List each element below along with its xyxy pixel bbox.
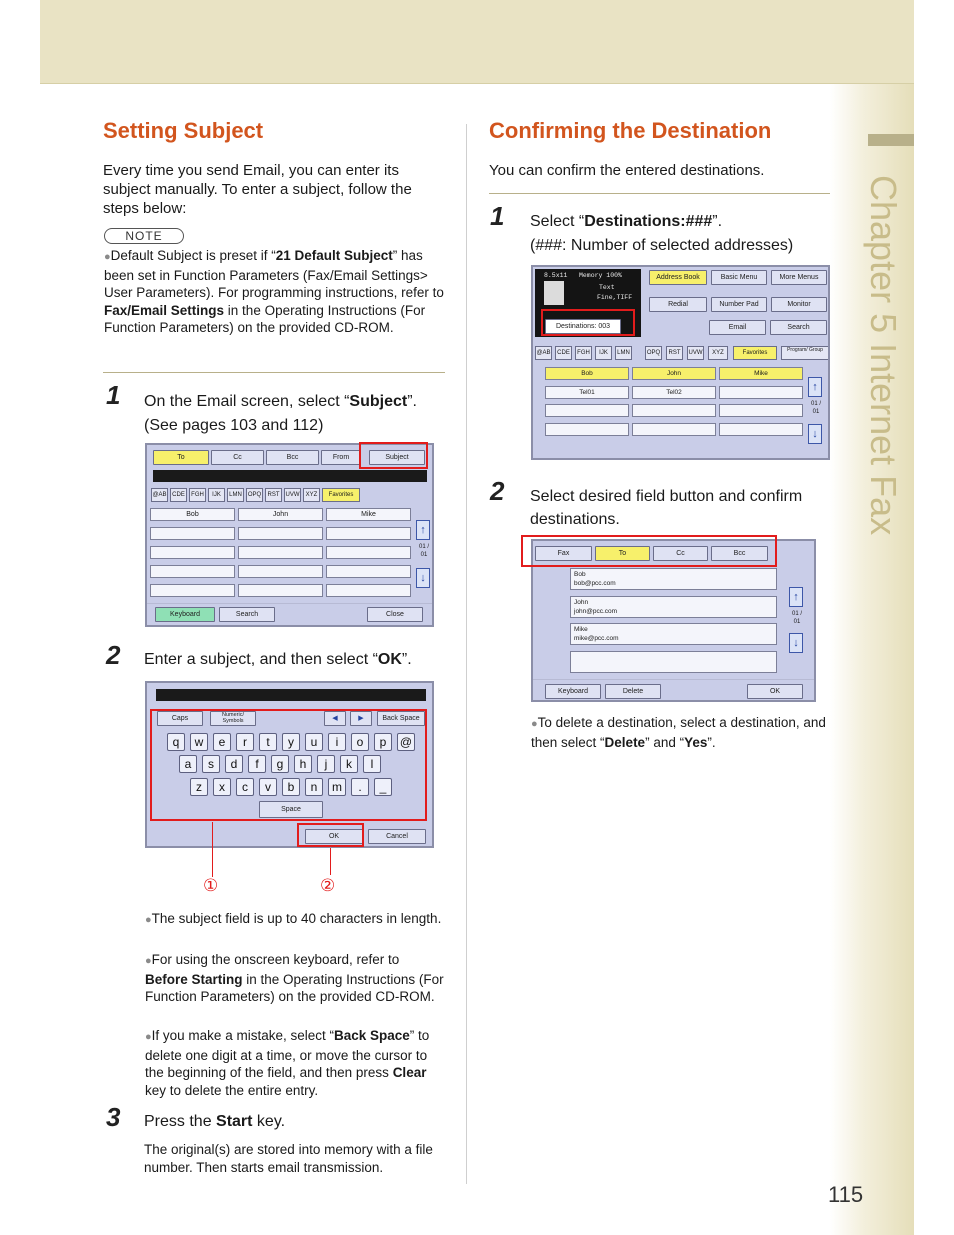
divider (103, 372, 445, 373)
email-button[interactable]: Email (709, 320, 766, 335)
key-f[interactable]: f (248, 755, 266, 773)
step-3-description: The original(s) are stored into memory with a file number. Then starts email transmission. (144, 1142, 433, 1175)
bullet-subject-length: ●The subject field is up to 40 characters in length. (145, 911, 442, 926)
key-n[interactable]: n (305, 778, 323, 796)
address-entry[interactable] (632, 423, 716, 436)
note-text: ●Default Subject is preset if “21 Default Subject” has been set in Function Parameters (Fax/Email Settings> User Parameters). For programming instructions, refer to Fax/Email Settings in the Operating Instructions (For Function Parameters) on the provided CD-ROM. (104, 248, 444, 335)
key-w[interactable]: w (190, 733, 208, 751)
address-entry-bob[interactable]: Bob (545, 367, 629, 380)
key-t[interactable]: t (259, 733, 277, 751)
key-a[interactable]: a (179, 755, 197, 773)
separator (147, 603, 434, 604)
scroll-up-icon[interactable]: ↑ (808, 377, 822, 397)
key-period[interactable]: . (351, 778, 369, 796)
address-entry[interactable] (326, 565, 411, 578)
numeric-symbols-button[interactable]: Numeric/ Symbols (210, 711, 256, 726)
key-l[interactable]: l (363, 755, 381, 773)
keyboard-button[interactable]: Keyboard (545, 684, 601, 699)
header-band (40, 0, 914, 84)
address-entry[interactable] (326, 546, 411, 559)
chapter-tab-marker (868, 134, 914, 146)
address-entry[interactable] (719, 404, 803, 417)
step-number-2: 2 (106, 640, 121, 670)
key-i[interactable]: i (328, 733, 346, 751)
address-entry[interactable] (238, 565, 323, 578)
tab-cde[interactable]: CDE (555, 346, 572, 360)
address-entry[interactable] (150, 565, 235, 578)
tab-xyz[interactable]: XYZ (708, 346, 728, 360)
right-step-1-text: Select “Destinations:###”. (###: Number of selected addresses) (530, 213, 794, 254)
page-indicator: 01 / 01 (810, 401, 821, 415)
address-entry-tel01[interactable]: Tel01 (545, 386, 629, 399)
tab-ijk[interactable]: IJK (208, 488, 225, 502)
address-entry-john[interactable]: John (632, 367, 716, 380)
tab-xyz[interactable]: XYZ (303, 488, 320, 502)
right-intro: You can confirm the entered destinations. (489, 162, 765, 179)
key-h[interactable]: h (294, 755, 312, 773)
scroll-down-icon[interactable]: ↓ (416, 568, 430, 588)
destination-empty[interactable] (570, 651, 777, 673)
space-button[interactable]: Space (259, 801, 323, 818)
key-m[interactable]: m (328, 778, 346, 796)
key-p[interactable]: p (374, 733, 392, 751)
left-intro: Every time you send Email, you can enter its subject manually. To enter a subject, follow the steps below: (103, 162, 412, 217)
tab-cde[interactable]: CDE (170, 488, 187, 502)
address-entry[interactable] (238, 527, 323, 540)
to-button[interactable]: To (153, 450, 209, 465)
highlight-subject (359, 442, 428, 469)
step-number-3: 3 (106, 1102, 121, 1132)
document-icon (544, 281, 564, 305)
subject-button[interactable]: Subject (369, 450, 425, 465)
destination-john[interactable]: John john@pcc.com (570, 596, 777, 618)
cancel-button[interactable]: Cancel (368, 829, 426, 844)
address-entry[interactable] (238, 546, 323, 559)
key-e[interactable]: e (213, 733, 231, 751)
delete-button[interactable]: Delete (605, 684, 661, 699)
callout-2: ② (320, 876, 336, 895)
email-screen-subject (145, 443, 434, 627)
tab-lmn[interactable]: LMN (227, 488, 244, 502)
tab-ijk[interactable]: IJK (595, 346, 612, 360)
address-book-button[interactable]: Address Book (649, 270, 707, 285)
tab-uvw[interactable]: UVW (284, 488, 301, 502)
column-divider (466, 124, 467, 1184)
address-entry[interactable] (326, 584, 411, 597)
status-display: 8.5x11 Memory 100% Text Fine,TIFF (535, 269, 641, 337)
ok-button[interactable]: OK (747, 684, 803, 699)
tab-uvw[interactable]: UVW (687, 346, 704, 360)
tab-opq[interactable]: OPQ (246, 488, 263, 502)
subject-input[interactable] (156, 689, 426, 701)
key-z[interactable]: z (190, 778, 208, 796)
step-2-text: Enter a subject, and then select “OK”. (144, 651, 412, 668)
key-b[interactable]: b (282, 778, 300, 796)
tab-fax[interactable]: Fax (535, 546, 592, 561)
tab-favorites[interactable]: Favorites (733, 346, 777, 360)
scroll-down-icon[interactable]: ↓ (789, 633, 803, 653)
address-entry[interactable] (719, 423, 803, 436)
fax-main-screen (531, 265, 830, 460)
key-o[interactable]: o (351, 733, 369, 751)
address-entry[interactable] (326, 527, 411, 540)
key-j[interactable]: j (317, 755, 335, 773)
key-at[interactable]: @ (397, 733, 415, 751)
more-menus-button[interactable]: More Menus (771, 270, 827, 285)
address-entry[interactable] (719, 386, 803, 399)
destinations-button[interactable]: Destinations: 003 (545, 319, 621, 334)
address-entry[interactable] (632, 404, 716, 417)
back-space-button[interactable]: Back Space (377, 711, 425, 726)
tab-rst[interactable]: RST (265, 488, 282, 502)
address-entry-john[interactable]: John (238, 508, 323, 521)
section-title-confirming-destination: Confirming the Destination (489, 118, 772, 143)
key-c[interactable]: c (236, 778, 254, 796)
bullet-delete-destination: ●To delete a destination, select a destination, and then select “Delete” and “Yes”. (531, 715, 826, 750)
destination-mike[interactable]: Mike mike@pcc.com (570, 623, 777, 645)
tab-@ab[interactable]: @AB (151, 488, 168, 502)
key-k[interactable]: k (340, 755, 358, 773)
highlight-field-buttons (521, 535, 777, 567)
address-entry[interactable] (150, 527, 235, 540)
scroll-up-icon[interactable]: ↑ (789, 587, 803, 607)
page-number: 115 (828, 1182, 864, 1207)
monitor-button[interactable]: Monitor (771, 297, 827, 312)
address-entry[interactable] (545, 423, 629, 436)
address-entry-mike[interactable]: Mike (326, 508, 411, 521)
page-indicator: 01 / 01 (791, 611, 802, 625)
step-number-1: 1 (490, 201, 505, 231)
callout-1: ① (203, 876, 219, 895)
key-u[interactable]: u (305, 733, 323, 751)
callout-line-2 (330, 848, 331, 875)
address-entry-mike[interactable]: Mike (719, 367, 803, 380)
tab-opq[interactable]: OPQ (645, 346, 662, 360)
tab-@ab[interactable]: @AB (535, 346, 552, 360)
cursor-left-icon[interactable]: ◀ (324, 711, 346, 726)
tab-fgh[interactable]: FGH (575, 346, 592, 360)
chapter-label: Chapter 5 Internet Fax (863, 175, 904, 536)
note-badge: NOTE (104, 228, 184, 244)
key-x[interactable]: x (213, 778, 231, 796)
tab-to[interactable]: To (595, 546, 650, 561)
address-entry[interactable] (238, 584, 323, 597)
scroll-up-icon[interactable]: ↑ (416, 520, 430, 540)
section-title-setting-subject: Setting Subject (103, 118, 264, 143)
cursor-right-icon[interactable]: ▶ (350, 711, 372, 726)
highlight-keyboard (150, 709, 427, 821)
cc-button[interactable]: Cc (211, 450, 264, 465)
caps-button[interactable]: Caps (157, 711, 203, 726)
right-step-2-text: Select desired field button and confirm destinations. (530, 488, 803, 528)
bullet-onscreen-keyboard: ●For using the onscreen keyboard, refer to Before Starting in the Operating Instructions (For Function Parameters) on the provided CD-ROM. (145, 952, 444, 1004)
key-g[interactable]: g (271, 755, 289, 773)
key-s[interactable]: s (202, 755, 220, 773)
keyboard-button[interactable]: Keyboard (155, 607, 215, 622)
scroll-down-icon[interactable]: ↓ (808, 424, 822, 444)
step-3-text: Press the Start key. (144, 1113, 286, 1130)
tab-rst[interactable]: RST (666, 346, 683, 360)
step-number-2: 2 (490, 476, 505, 506)
divider (489, 193, 830, 194)
key-y[interactable]: y (282, 733, 300, 751)
address-entry[interactable] (150, 546, 235, 559)
tab-lmn[interactable]: LMN (615, 346, 632, 360)
search-button[interactable]: Search (219, 607, 275, 622)
address-entry[interactable] (545, 404, 629, 417)
address-entry-bob[interactable]: Bob (150, 508, 235, 521)
number-pad-button[interactable]: Number Pad (711, 297, 767, 312)
tab-program-group[interactable]: Program/ Group (781, 346, 829, 360)
tab-bcc[interactable]: Bcc (711, 546, 768, 561)
address-entry[interactable] (150, 584, 235, 597)
key-underscore[interactable]: _ (374, 778, 392, 796)
key-v[interactable]: v (259, 778, 277, 796)
key-r[interactable]: r (236, 733, 254, 751)
tab-cc[interactable]: Cc (653, 546, 708, 561)
callout-line-1 (212, 822, 213, 877)
address-field (153, 470, 427, 482)
search-button[interactable]: Search (770, 320, 827, 335)
ok-button[interactable]: OK (305, 829, 363, 844)
key-d[interactable]: d (225, 755, 243, 773)
tab-favorites[interactable]: Favorites (322, 488, 360, 502)
key-q[interactable]: q (167, 733, 185, 751)
close-button[interactable]: Close (367, 607, 423, 622)
bullet-mistake: ●If you make a mistake, select “Back Space” to delete one digit at a time, or move the cursor to the beginning of the field, and then press Clear key to delete the entire entry. (145, 1028, 430, 1098)
highlight-ok (297, 823, 364, 847)
address-entry-tel02[interactable]: Tel02 (632, 386, 716, 399)
from-button[interactable]: From (321, 450, 361, 465)
basic-menu-button[interactable]: Basic Menu (711, 270, 767, 285)
highlight-destinations (541, 309, 635, 336)
page-indicator: 01 / 01 (418, 544, 429, 558)
step-1-text: On the Email screen, select “Subject”. (See pages 103 and 112) (144, 393, 417, 434)
separator (533, 679, 816, 680)
redial-button[interactable]: Redial (649, 297, 707, 312)
tab-fgh[interactable]: FGH (189, 488, 206, 502)
bcc-button[interactable]: Bcc (266, 450, 319, 465)
step-number-1: 1 (106, 380, 121, 410)
destination-bob[interactable]: Bob bob@pcc.com (570, 568, 777, 590)
